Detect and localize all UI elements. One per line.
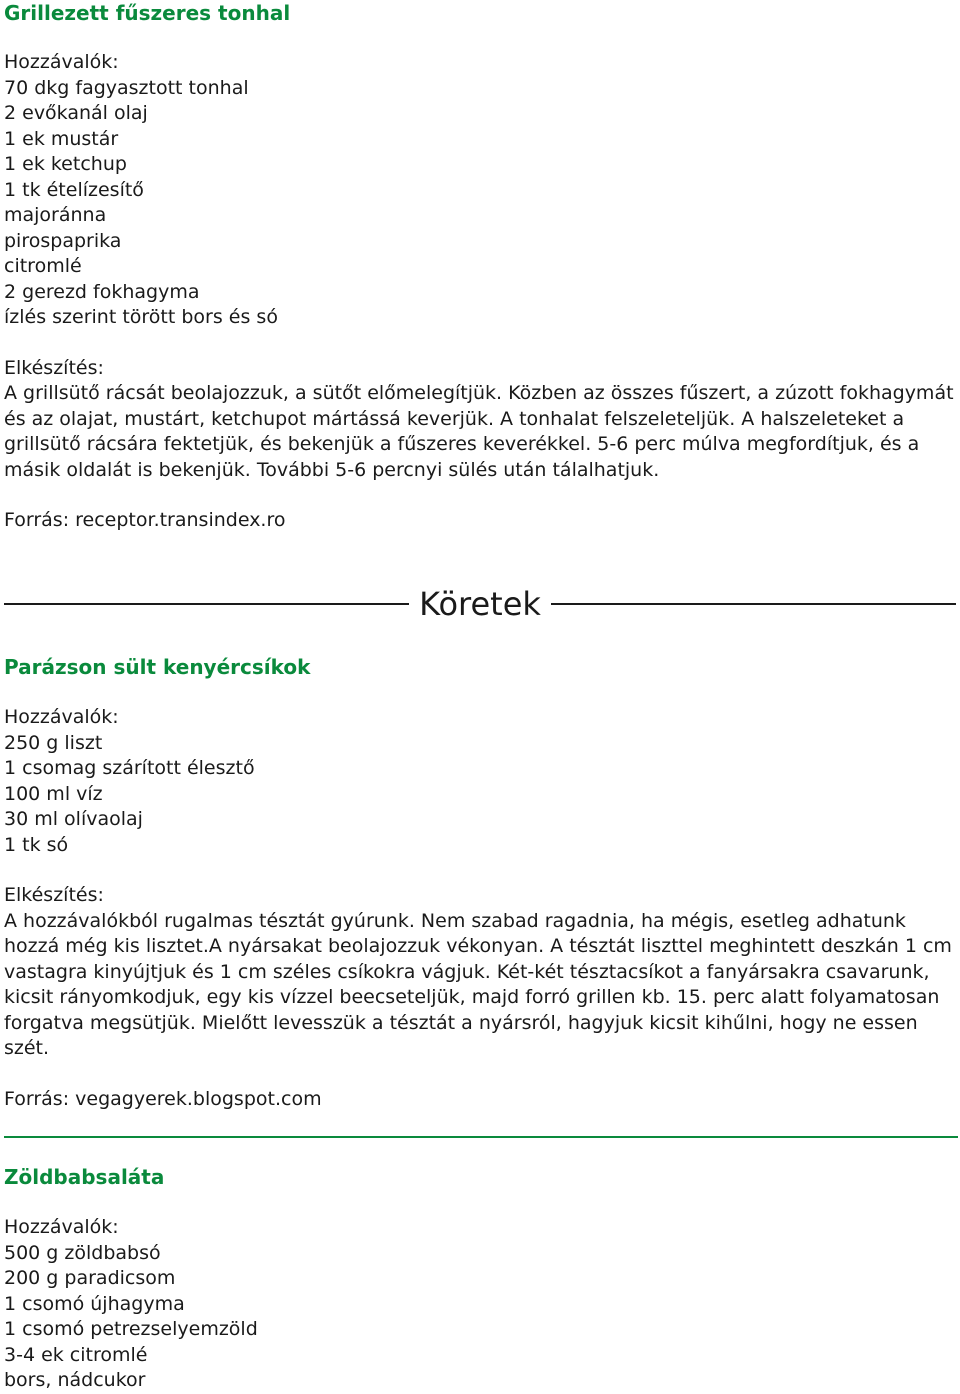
ingredient-item: 2 gerezd fokhagyma <box>4 280 200 303</box>
ingredient-item: 30 ml olívaolaj <box>4 808 143 830</box>
section-heading-text: Köretek <box>419 585 541 623</box>
recipe-green-bean-salad <box>4 1164 956 1394</box>
recipe-tuna <box>4 0 956 534</box>
ingredient-item: citromlé <box>4 255 82 277</box>
ingredient-item: 1 ek mustár <box>4 127 119 150</box>
ingredient-item: 70 dkg fagyasztott tonhal <box>4 76 249 99</box>
recipe-title: Grillezett fűszeres tonhal <box>4 1 291 25</box>
ingredient-item: 1 ek ketchup <box>4 153 127 175</box>
ingredient-item: ízlés szerint törött bors és só <box>4 306 278 328</box>
ingredients-list <box>4 731 956 859</box>
ingredient-item: pirospaprika <box>4 229 122 252</box>
ingredients-list <box>4 76 956 331</box>
ingredient-item: 100 ml víz <box>4 782 103 805</box>
source-text: Forrás: receptor.transindex.ro <box>4 509 286 531</box>
section-heading <box>4 584 956 624</box>
ingredient-item: 250 g liszt <box>4 731 103 754</box>
ingredient-item: 500 g zöldbabsó <box>4 1241 161 1264</box>
ingredient-item: 2 evőkanál olaj <box>4 102 148 124</box>
method-text: A hozzávalókból rugalmas tésztát gyúrunk. Nem szabad ragadnia, ha mégis, esetleg adhatunk hozzá még kis lisztet.A nyársakat beolajozzuk vékonyan. A tésztát liszttel meghintett deszkán 1 cm vastagra kinyújtjuk és 1 cm széles csíkokra vágjuk. Két-két tésztacsíkot a fanyársakra csavarunk, kicsit rányomkodjuk, egy kis vízzel beecseteljük, majd forró grillen kb. 15. perc alatt folyamatosan forgatva megsütjük. Mielőtt levesszük a tésztát a nyársról, hagyjuk kicsit kihűlni, hogy ne essen szét. <box>4 909 952 1059</box>
heading-rule-right <box>551 603 956 605</box>
ingredient-item: 200 g paradicsom <box>4 1267 176 1289</box>
ingredients-label: Hozzávalók: <box>4 706 119 728</box>
ingredient-item: majoránna <box>4 204 107 226</box>
ingredient-item: 1 tk ételízesítő <box>4 178 144 201</box>
ingredients-list <box>4 1241 956 1394</box>
heading-rule-left <box>4 603 409 605</box>
ingredient-item: 1 csomag szárított élesztő <box>4 757 255 779</box>
section-divider <box>4 1136 958 1138</box>
recipe-title: Zöldbabsaláta <box>4 1165 165 1189</box>
source-text: Forrás: vegagyerek.blogspot.com <box>4 1087 322 1110</box>
ingredient-item: 1 tk só <box>4 833 69 856</box>
ingredient-item: bors, nádcukor <box>4 1369 146 1391</box>
method-label: Elkészítés: <box>4 356 104 379</box>
recipe-bread-sticks <box>4 654 956 1112</box>
ingredients-label: Hozzávalók: <box>4 1216 119 1238</box>
ingredients-label: Hozzávalók: <box>4 51 119 73</box>
method-label: Elkészítés: <box>4 884 104 906</box>
method-text: A grillsütő rácsát beolajozzuk, a sütőt előmelegítjük. Közben az összes fűszert, a zúzott fokhagymát és az olajat, mustárt, ketchupot mártássá keverjük. A tonhalat felszeleteljük. A halszeleteket a grillsütő rácsára fektetjük, és bekenjük a fűszeres keverékkel. 5-6 perc múlva megfordítjuk, és a másik oldalát is bekenjük. További 5-6 percnyi sülés után tálalhatjuk. <box>4 382 954 481</box>
ingredient-item: 1 csomó petrezselyemzöld <box>4 1318 258 1340</box>
recipe-title: Parázson sült kenyércsíkok <box>4 655 311 679</box>
ingredient-item: 3-4 ek citromlé <box>4 1343 148 1366</box>
ingredient-item: 1 csomó újhagyma <box>4 1292 185 1315</box>
